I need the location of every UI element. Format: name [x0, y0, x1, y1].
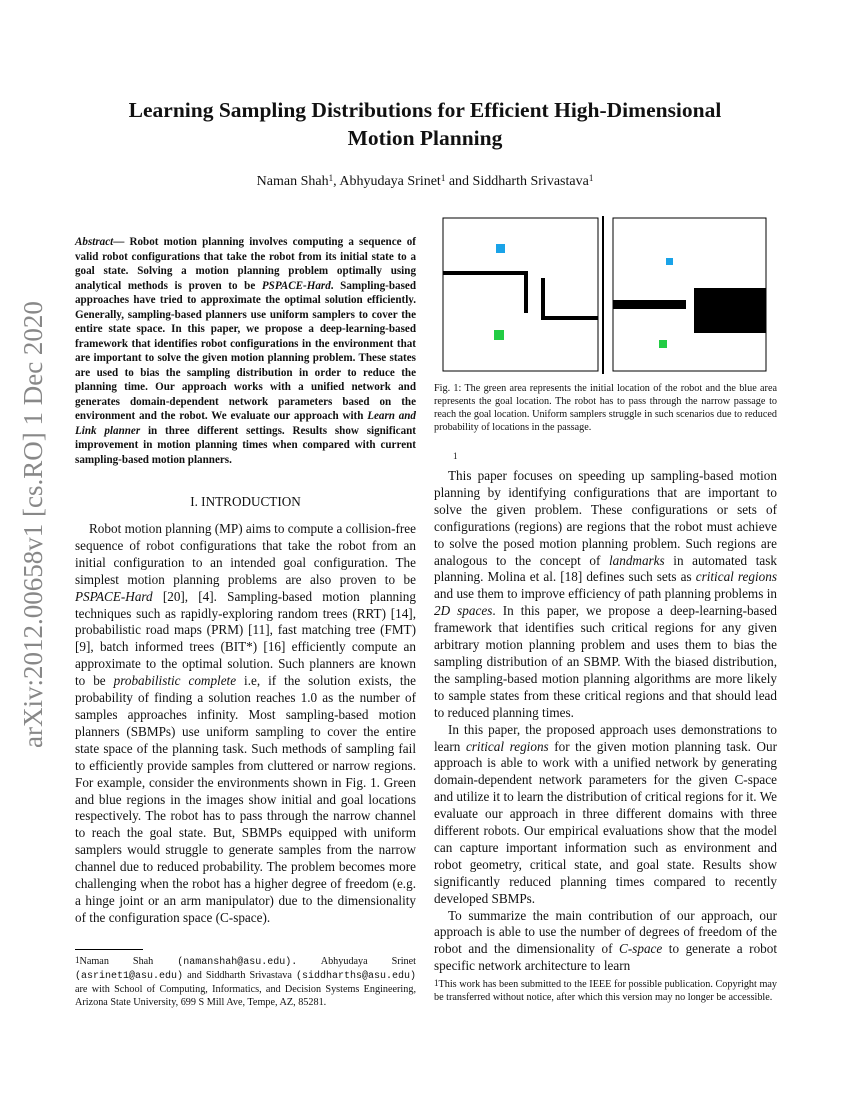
abstract-text-1: — Robot motion planning involves computing a sequence of valid robot configurations that take the robot from its initial state to a goal state. Solving a motion planning problem optimally using analytical methods is proven to be	[75, 236, 416, 292]
title-line-2: Motion Planning	[347, 126, 503, 150]
right-paragraph-2	[434, 722, 777, 908]
author-and: and	[448, 174, 470, 189]
abstract-text-3: in three different settings. Results show significant improvement in motion planning times when compared with current sampling-based motion planners.	[75, 424, 416, 466]
arxiv-side-stamp	[8, 270, 53, 750]
arxiv-stamp-text: arXiv:2012.00658v1 [cs.RO] 1 Dec 2020	[18, 301, 48, 748]
rp1-em-2: critical regions	[695, 569, 777, 585]
footnote-email-3: (siddharths@asu.edu)	[295, 971, 416, 982]
footnote-affiliations	[75, 955, 416, 1009]
figure-1-caption: Fig. 1: The green area represents the initial location of the robot and the blue area represents the goal location. The robot has to pass through the narrow passage to reach the goal location. Uniform samplers struggle in such scenarios due to reduced probability of locations in the passage.	[434, 383, 777, 433]
rp1-text-b: in automated task planning. Molina et al. [18] defines such sets as	[434, 552, 777, 585]
figure-1	[434, 216, 777, 374]
intro-em-2: probabilistic complete	[113, 673, 237, 689]
right-paragraph-3	[434, 908, 777, 976]
author-2-affil: 1	[440, 173, 446, 183]
intro-paragraph	[75, 521, 416, 927]
author-1-affil: 1	[328, 173, 334, 183]
footnote-rule	[75, 949, 143, 950]
footnote-right-mark: 1	[434, 978, 439, 988]
footnote-marker: 1	[453, 451, 458, 461]
author-1: Naman Shah	[256, 174, 329, 189]
abstract	[75, 235, 416, 467]
intro-text-1: Robot motion planning (MP) aims to compute a collision-free sequence of robot configurations that take the robot from an initial configuration to an intended goal configuration. The simplest motion planning problems are also proven to be	[75, 521, 416, 587]
rp3-em: C-space	[619, 941, 663, 957]
intro-em-1: PSPACE-Hard	[75, 588, 153, 604]
intro-text-3: i.e, if the solution exists, the probability of finding a solution reaches 1.0 as the number of samples approaches infinity. Most sampling-based motion planners (SBMPs) use uniform sampling to cover the entire state space of the planning task. Such methods of sampling fail to efficiently provide samples from cluttered or narrow regions. For example, consider the environments shown in Fig. 1. Green and blue regions in the images show initial and goal locations respectively. The robot has to pass through the narrow channel to reach the goal state. But, SBMPs equipped with uniform samplers would struggle to generate samples from the narrow channel due to reduced probability. The problem becomes more challenging when the robot has a higher degree of freedom (e.g. a hinge joint or an arm manipulator) due to the dimensionality of the configuration space (C-space).	[75, 673, 416, 925]
right-paragraph-1	[434, 468, 777, 722]
abstract-em-1: PSPACE-Hard	[261, 279, 331, 292]
figure-divider	[602, 216, 604, 374]
footnote-right-text: This work has been submitted to the IEEE for possible publication. Copyright may be transferred without notice, after which this version may no longer be accessible.	[434, 979, 777, 1003]
rp2-text-a: In this paper, the proposed approach uses demonstrations to learn	[434, 721, 777, 754]
footnote-left-mark: 1	[75, 955, 80, 965]
footnote-ieee-notice	[434, 978, 777, 1004]
rp1-text-a: This paper focuses on speeding up sampling-based motion planning by identifying configurations that are important to solve the given problem. These configurations or sets of configurations (regions) are regions that the robot must achieve to solve the posed motion planning problem. Such regions are analogous to the concept of	[434, 468, 777, 568]
start-region	[494, 330, 504, 340]
goal-region	[666, 258, 673, 265]
intro-text-2: [20], [4]. Sampling-based motion planning techniques such as rapidly-exploring random trees (RRT) [14], probabilistic road maps (PRM) [11], fast matching tree (FMT) [9], batch informed trees (BIT*) [16] efficiently compute an approximate to the optimal solution. Such planners are known to be	[75, 588, 416, 689]
abstract-text-2: . Sampling-based approaches have tried to approximate the optimal solution efficiently. Generally, sampling-based planners use uniform samplers to cover the entire state space. In this paper, we propose a deep-learning-based framework that identifies robot configurations in the environment that are important to solve the given motion planning problem. These states are used to bias the sampling distribution in order to reduce the planning time. Our approach works with a unified network and generates domain-dependent network parameters based on the environment and the robot. We evaluate our approach with	[75, 279, 416, 422]
footnote-name-3: and Siddharth Srivastava	[183, 970, 296, 981]
abstract-label: Abstract	[75, 236, 114, 248]
environment-panel-left	[443, 218, 598, 371]
rp3-text-a: To summarize the main contribution of our approach, our approach is able to use the number of degrees of freedom of the robot and the dimensionality of	[434, 907, 777, 957]
goal-region	[496, 244, 505, 253]
footnote-name-1: Naman Shah	[79, 956, 178, 967]
abstract-em-2: Learn and Link planner	[75, 410, 416, 437]
rp3-text-b: to generate a robot specific network architecture to learn	[434, 941, 778, 974]
rp1-em-1: landmarks	[608, 552, 665, 568]
footnote-email-2: (asrinet1@asu.edu)	[75, 971, 184, 982]
author-2: Abhyudaya Srinet	[339, 174, 441, 189]
rp1-text-d: . In this paper, we propose a deep-learning-based framework that identifies such critical regions for any given arbitrary motion planning problem and uses them to bias the sampling distribution of an SBMP. With the biased distribution, the sampling-based motion planning algorithms are more likely to sample states from these critical regions and that should lead to reduced planning times.	[434, 603, 777, 720]
title-line-1: Learning Sampling Distributions for Efficient High-Dimensional	[128, 98, 722, 122]
environment-panel-right	[613, 218, 766, 371]
start-region	[659, 340, 667, 348]
footnote-name-2: Abhyudaya Srinet	[297, 956, 416, 967]
author-3-affil: 1	[588, 173, 594, 183]
author-list: Naman Shah$^1$, Abhyudaya Srinet$^1$ and Siddharth Srivastava$^1$	[256, 173, 594, 189]
paper-title	[0, 96, 850, 152]
author-3: Siddharth Srivastava	[472, 174, 589, 189]
rp2-em: critical regions	[465, 738, 549, 754]
rp1-text-c: and use them to improve efficiency of path planning problems in	[434, 586, 777, 602]
rp1-em-3: 2D spaces	[434, 603, 493, 619]
right-column-body	[434, 468, 777, 975]
rp2-text-b: for the given motion planning task. Our approach is able to work with a unified network by generating domain-dependent network parameters for the given C-space and utilize it to learn the distribution of critical regions for it. We evaluate our approach in three different domains with three different robots. Our empirical evaluations show that the model can capture important information such as environment and robot geometry, critical state, and goal state. Results show significantly reduced planning times compared to recently developed SBMPs.	[434, 738, 777, 906]
introduction-body	[75, 521, 416, 927]
section-heading-introduction: I. INTRODUCTION	[190, 494, 301, 509]
footnote-affiliation-text: are with School of Computing, Informatics, and Decision Systems Engineering, Arizona State University, 699 S Mill Ave, Tempe, AZ, 85281.	[75, 984, 416, 1008]
footnote-email-1: (namanshah@asu.edu).	[177, 957, 298, 968]
